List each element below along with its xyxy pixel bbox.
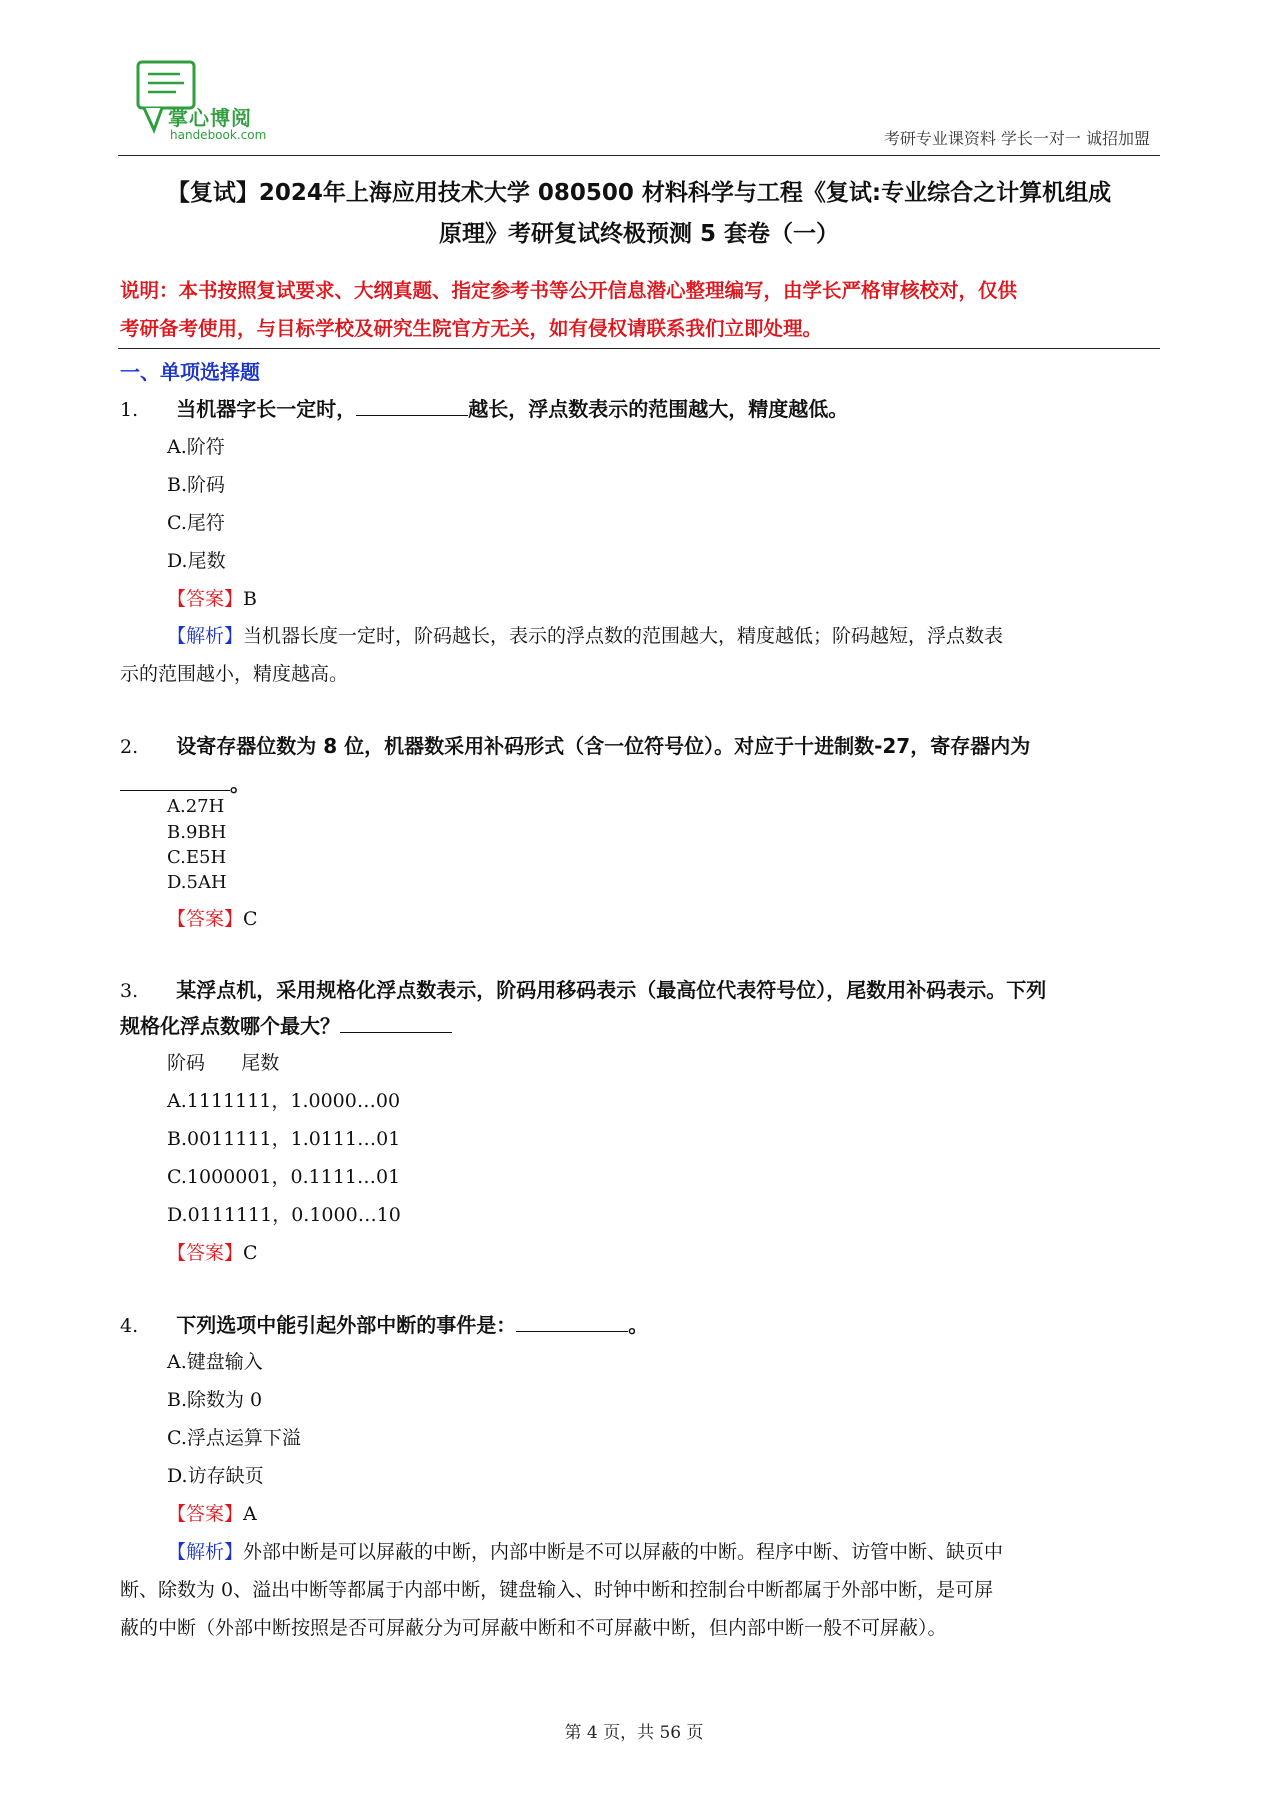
option: D.5AH — [167, 872, 227, 893]
answer-value: B — [243, 588, 257, 610]
question-stem-line-1: 某浮点机，采用规格化浮点数表示，阶码用移码表示（最高位代表符号位），尾数用补码表示。下列 — [176, 978, 1047, 1002]
option: B.0011111，1.0111…01 — [167, 1128, 401, 1150]
question-number: 1. — [120, 399, 139, 421]
disclaimer-notice — [120, 272, 1160, 348]
analysis-text: 外部中断是可以屏蔽的中断，内部中断是不可以屏蔽的中断。程序中断、访管中断、缺页中 — [243, 1541, 1004, 1563]
option: A.27H — [167, 796, 225, 817]
analysis-line: 蔽的中断（外部中断按照是否可屏蔽分为可屏蔽中断和不可屏蔽中断，但内部中断一般不可屏蔽）。 — [120, 1617, 947, 1639]
analysis-label: 【解析】 — [167, 1541, 244, 1563]
answer-label: 【答案】 — [167, 1503, 244, 1525]
section-title: 一、单项选择题 — [120, 360, 260, 384]
option: D.0111111，0.1000…10 — [167, 1204, 401, 1226]
option: A.阶符 — [167, 436, 225, 458]
question-stem-line-1: 设寄存器位数为 8 位，机器数采用补码形式（含一位符号位）。对应于十进制数-27，寄存器内为 — [176, 734, 1031, 758]
question-number: 2. — [120, 736, 139, 758]
analysis-line: 示的范围越小，精度越高。 — [120, 663, 349, 685]
option: C.1000001，0.1111…01 — [167, 1166, 401, 1188]
option: D.访存缺页 — [167, 1465, 264, 1487]
header-tagline: 考研专业课资料 学长一对一 诚招加盟 — [883, 129, 1150, 148]
option: C.E5H — [167, 847, 227, 868]
option: C.浮点运算下溢 — [167, 1427, 301, 1449]
question-3-stem-line-2 — [120, 1010, 452, 1039]
analysis-label: 【解析】 — [167, 625, 244, 647]
analysis-line — [120, 1533, 1162, 1571]
answer-value: C — [243, 1242, 258, 1264]
notice-rule — [118, 348, 1160, 349]
question-4-stem — [120, 1309, 648, 1338]
answer-blank — [356, 397, 468, 416]
option: B.9BH — [167, 822, 227, 843]
question-stem-after: 越长，浮点数表示的范围越大，精度越低。 — [468, 397, 849, 421]
question-1-answer — [167, 584, 257, 611]
question-number: 4. — [120, 1315, 139, 1337]
option: A.1111111，1.0000…00 — [167, 1090, 401, 1112]
question-stem-after: 。 — [628, 1313, 649, 1337]
question-1-analysis — [120, 617, 1162, 693]
answer-label: 【答案】 — [167, 588, 244, 610]
question-stem-line-2: 规格化浮点数哪个最大？ — [120, 1014, 340, 1038]
question-2-stem — [120, 730, 1030, 759]
header-rule — [118, 155, 1160, 156]
question-4-answer — [167, 1499, 257, 1526]
logo-url: handebook.com — [170, 128, 267, 142]
notice-line-2: 考研备考使用，与目标学校及研究生院官方无关，如有侵权请联系我们立即处理。 — [120, 317, 823, 340]
page-footer: 第 4 页，共 56 页 — [564, 1723, 704, 1743]
question-number: 3. — [120, 980, 139, 1002]
option: B.除数为 0 — [167, 1389, 263, 1411]
option: A.键盘输入 — [167, 1351, 263, 1373]
title-line-1: 【复试】2024年上海应用技术大学 080500 材料科学与工程《复试:专业综合之计算机组成 — [166, 180, 1112, 206]
question-2-answer — [167, 904, 258, 931]
title-line-2: 原理》考研复试终极预测 5 套卷（一） — [438, 221, 840, 247]
option: D.尾数 — [167, 550, 226, 572]
option: C.尾符 — [167, 512, 225, 534]
answer-blank — [516, 1313, 628, 1332]
question-stem-before: 下列选项中能引起外部中断的事件是： — [176, 1313, 517, 1337]
question-stem-before: 当机器字长一定时， — [176, 397, 357, 421]
question-4-analysis — [120, 1533, 1162, 1647]
page-title — [118, 173, 1160, 255]
analysis-line: 断、除数为 0、溢出中断等都属于内部中断，键盘输入、时钟中断和控制台中断都属于外部中断，是可屏 — [120, 1579, 994, 1601]
question-1-stem — [120, 393, 848, 422]
column-headers: 阶码 尾数 — [167, 1052, 280, 1074]
answer-value: C — [243, 908, 258, 930]
option: B.阶码 — [167, 474, 226, 496]
question-stem-after: 。 — [230, 772, 250, 796]
answer-label: 【答案】 — [167, 908, 244, 930]
answer-label: 【答案】 — [167, 1242, 244, 1264]
logo-wordmark: 掌心博阅 — [168, 106, 252, 130]
answer-value: A — [243, 1503, 257, 1525]
answer-blank — [340, 1014, 452, 1033]
analysis-line — [120, 617, 1162, 655]
question-3-stem — [120, 974, 1046, 1003]
notice-line-1: 说明：本书按照复试要求、大纲真题、指定参考书等公开信息潜心整理编写，由学长严格审核校对，仅供 — [120, 279, 1018, 302]
analysis-text: 当机器长度一定时，阶码越长，表示的浮点数的范围越大，精度越低；阶码越短，浮点数表 — [243, 625, 1004, 647]
question-3-answer — [167, 1238, 258, 1265]
question-2-stem-line-2 — [120, 768, 250, 797]
answer-blank — [120, 772, 230, 791]
